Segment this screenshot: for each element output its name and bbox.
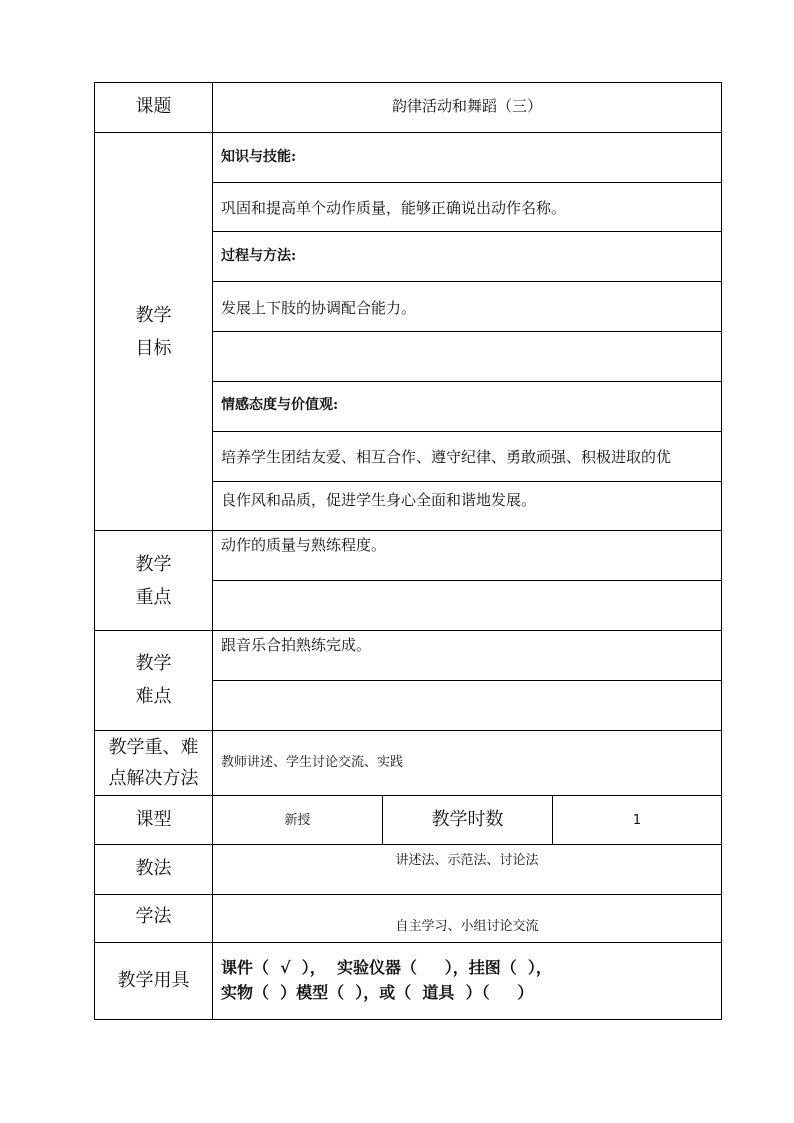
row-divider bbox=[94, 795, 722, 796]
learning-method-label: 学法 bbox=[135, 906, 172, 927]
row-divider bbox=[212, 231, 722, 232]
row-divider bbox=[212, 331, 722, 332]
learning-method-value: 自主学习、小组讨论交流 bbox=[395, 919, 539, 934]
process-text: 发展上下肢的协调配合能力。 bbox=[221, 299, 417, 317]
row-divider bbox=[94, 894, 722, 895]
table-border-bottom bbox=[94, 1019, 722, 1020]
row-divider bbox=[94, 530, 722, 531]
row-divider bbox=[212, 182, 722, 183]
objectives-label: 目标 bbox=[135, 338, 172, 359]
method-label: 点解决方法 bbox=[108, 768, 199, 789]
process-heading: 过程与方法: bbox=[221, 248, 297, 264]
method-label: 教学重、难 bbox=[108, 737, 199, 758]
row-divider bbox=[94, 132, 722, 133]
row-divider bbox=[212, 431, 722, 432]
tools-text: 课件（ √ ）， 实验仪器（ ），挂图（ ）， bbox=[221, 958, 552, 977]
difficulty-text: 跟音乐合拍熟练完成。 bbox=[221, 636, 372, 654]
row-divider bbox=[212, 281, 722, 282]
method-text: 教师讲述、学生讨论交流、实践 bbox=[221, 755, 404, 770]
row-divider bbox=[94, 942, 722, 943]
knowledge-heading: 知识与技能: bbox=[221, 149, 297, 165]
row-divider bbox=[94, 730, 722, 731]
topic-label: 课题 bbox=[135, 96, 172, 117]
emotion-text: 培养学生团结友爱、相互合作、遵守纪律、勇敢顽强、积极进取的优 bbox=[221, 448, 672, 466]
keypoints-label: 重点 bbox=[135, 587, 172, 608]
keypoints-label: 教学 bbox=[135, 554, 172, 575]
table-border-left bbox=[94, 82, 95, 1020]
keypoints-text: 动作的质量与熟练程度。 bbox=[221, 536, 387, 554]
type-value: 新授 bbox=[284, 813, 311, 828]
tools-label: 教学用具 bbox=[117, 970, 190, 991]
row-divider bbox=[94, 844, 722, 845]
label-column-divider bbox=[212, 82, 213, 1020]
teaching-method-label: 教法 bbox=[135, 858, 172, 879]
emotion-text: 良作风和品质，促进学生身心全面和谐地发展。 bbox=[221, 491, 537, 509]
row-divider bbox=[212, 381, 722, 382]
hours-value: 1 bbox=[632, 813, 642, 828]
table-border-right bbox=[721, 82, 722, 1020]
row-divider bbox=[212, 580, 722, 581]
type-label: 课型 bbox=[135, 809, 172, 830]
table-border-top bbox=[94, 82, 722, 83]
tools-text: 实物（ ）模型（ ），或（ 道具 ）（ ） bbox=[221, 983, 534, 1002]
topic-value: 韵律活动和舞蹈（三） bbox=[391, 97, 542, 115]
row-divider bbox=[94, 630, 722, 631]
teaching-method-value: 讲述法、示范法、讨论法 bbox=[395, 853, 539, 868]
emotion-heading: 情感态度与价值观: bbox=[221, 397, 339, 413]
hours-label: 教学时数 bbox=[431, 809, 504, 830]
row-divider bbox=[212, 680, 722, 681]
difficulty-label: 难点 bbox=[135, 686, 172, 707]
objectives-label: 教学 bbox=[135, 305, 172, 326]
difficulty-label: 教学 bbox=[135, 653, 172, 674]
row-divider bbox=[212, 481, 722, 482]
knowledge-text: 巩固和提高单个动作质量，能够正确说出动作名称。 bbox=[221, 199, 567, 217]
